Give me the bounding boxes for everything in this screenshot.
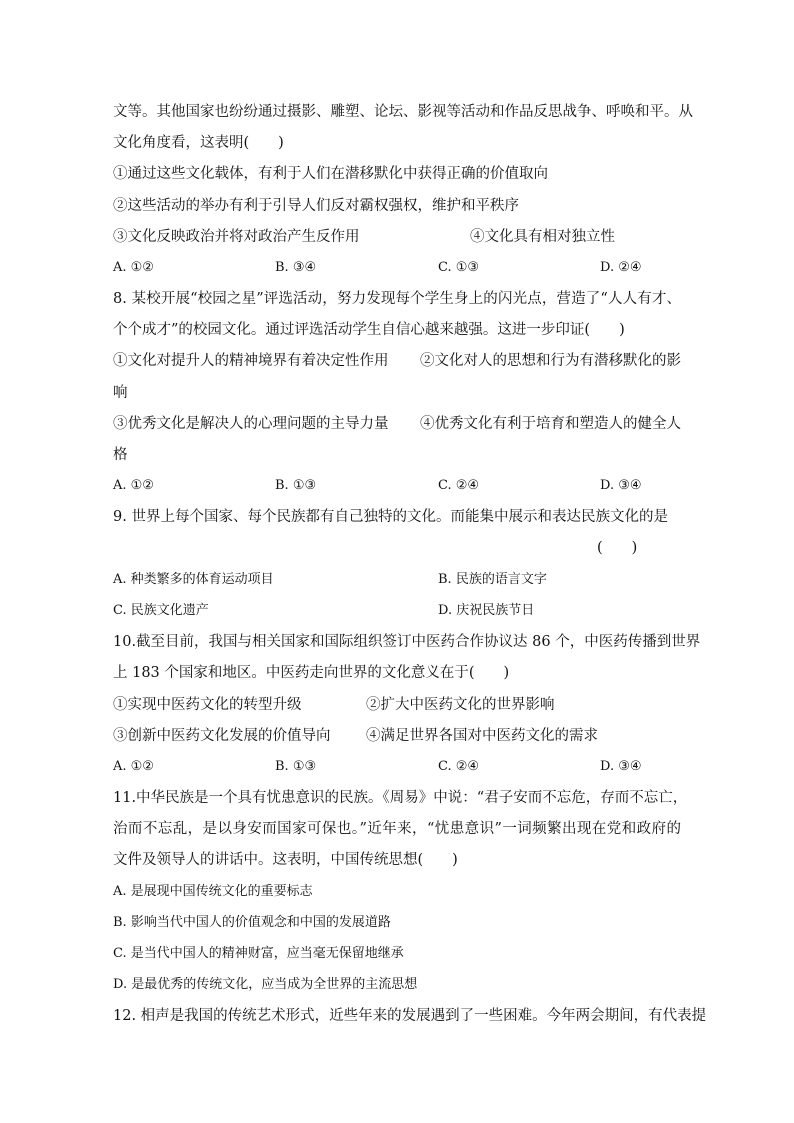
q11-stem-line1: 11.中华民族是一个具有忧患意识的民族。《周易》中说：“君子安而不忘危，存而不忘亡， xyxy=(113,790,688,806)
q10-statement-1: ①实现中医药文化的转型升级 xyxy=(113,697,302,713)
q7-option-d[interactable]: D. ②④ xyxy=(600,260,642,275)
q10-statement-2: ②扩大中医药文化的世界影响 xyxy=(366,697,555,713)
q8-option-c[interactable]: C. ②④ xyxy=(438,478,480,493)
q11-option-b[interactable]: B. 影响当代中国人的价值观念和中国的发展道路 xyxy=(113,915,391,930)
q8-option-b[interactable]: B. ①③ xyxy=(275,478,317,493)
q9-stem-line1: 9. 世界上每个国家、每个民族都有自己独特的文化。而能集中展示和表达民族文化的是 xyxy=(113,509,668,525)
q7-statement-1: ①通过这些文化载体，有利于人们在潜移默化中获得正确的价值取向 xyxy=(113,166,548,182)
q9-option-b[interactable]: B. 民族的语言文字 xyxy=(438,572,547,587)
q9-option-a[interactable]: A. 种类繁多的体育运动项目 xyxy=(113,572,274,587)
q8-statement-3: ③优秀文化是解决人的心理问题的主导力量 xyxy=(113,416,389,432)
q10-stem-line1: 10.截至目前，我国与相关国家和国际组织签订中医药合作协议达 86 个，中医药传播到世界 xyxy=(113,634,701,650)
q10-statement-3: ③创新中医药文化发展的价值导向 xyxy=(113,728,331,744)
q8-statement-2-wrap: 响 xyxy=(113,385,128,401)
q11-stem-line2: 治而不忘乱，是以身安而国家可保也。”近年来，“忧患意识”一词频繁出现在党和政府的 xyxy=(113,821,681,837)
q8-option-a[interactable]: A. ①② xyxy=(113,478,154,493)
q7-option-a[interactable]: A. ①② xyxy=(113,260,154,275)
q11-option-c[interactable]: C. 是当代中国人的精神财富，应当毫无保留地继承 xyxy=(113,946,404,961)
q12-stem-line1: 12. 相声是我国的传统艺术形式，近些年来的发展遇到了一些困难。今年两会期间，有代表提 xyxy=(113,1008,707,1024)
q11-option-d[interactable]: D. 是最优秀的传统文化，应当成为全世界的主流思想 xyxy=(113,977,418,992)
q8-statement-2: ②文化对人的思想和行为有潜移默化的影 xyxy=(420,353,681,369)
q9-option-d[interactable]: D. 庆祝民族节日 xyxy=(438,603,535,618)
q10-option-d[interactable]: D. ③④ xyxy=(600,759,642,774)
q7-statement-4: ④文化具有相对独立性 xyxy=(470,229,615,245)
q7-stem-line2: 文化角度看，这表明( ) xyxy=(113,135,284,151)
q11-stem-line3: 文件及领导人的讲话中。这表明，中国传统思想( ) xyxy=(113,852,458,868)
q8-statement-4-wrap: 格 xyxy=(113,447,128,463)
q7-statement-3: ③文化反映政治并将对政治产生反作用 xyxy=(113,229,360,245)
q10-option-b[interactable]: B. ①③ xyxy=(275,759,317,774)
q7-statement-2: ②这些活动的举办有利于引导人们反对霸权强权，维护和平秩序 xyxy=(113,198,519,214)
q7-option-c[interactable]: C. ①③ xyxy=(438,260,480,275)
q9-answer-bracket: ( ) xyxy=(597,540,638,556)
q8-statement-4: ④优秀文化有利于培育和塑造人的健全人 xyxy=(420,416,681,432)
q8-stem-line1: 8. 某校开展“校园之星”评选活动，努力发现每个学生身上的闪光点，营造了“人人有才、 xyxy=(113,291,681,307)
q10-stem-line2: 上 183 个国家和地区。中医药走向世界的文化意义在于( ) xyxy=(113,665,510,681)
q8-stem-line2: 个个成才”的校园文化。通过评选活动学生自信心越来越强。这进一步印证( ) xyxy=(113,322,625,338)
q10-option-a[interactable]: A. ①② xyxy=(113,759,154,774)
q7-option-b[interactable]: B. ③④ xyxy=(275,260,317,275)
q10-option-c[interactable]: C. ②④ xyxy=(438,759,480,774)
q8-option-d[interactable]: D. ③④ xyxy=(600,478,642,493)
q10-statement-4: ④满足世界各国对中医药文化的需求 xyxy=(366,728,598,744)
q9-option-c[interactable]: C. 民族文化遗产 xyxy=(113,603,209,618)
q11-option-a[interactable]: A. 是展现中国传统文化的重要标志 xyxy=(113,884,313,899)
q7-stem-line1: 文等。其他国家也纷纷通过摄影、雕塑、论坛、影视等活动和作品反思战争、呼唤和平。从 xyxy=(113,104,693,120)
q8-statement-1: ①文化对提升人的精神境界有着决定性作用 xyxy=(113,353,389,369)
